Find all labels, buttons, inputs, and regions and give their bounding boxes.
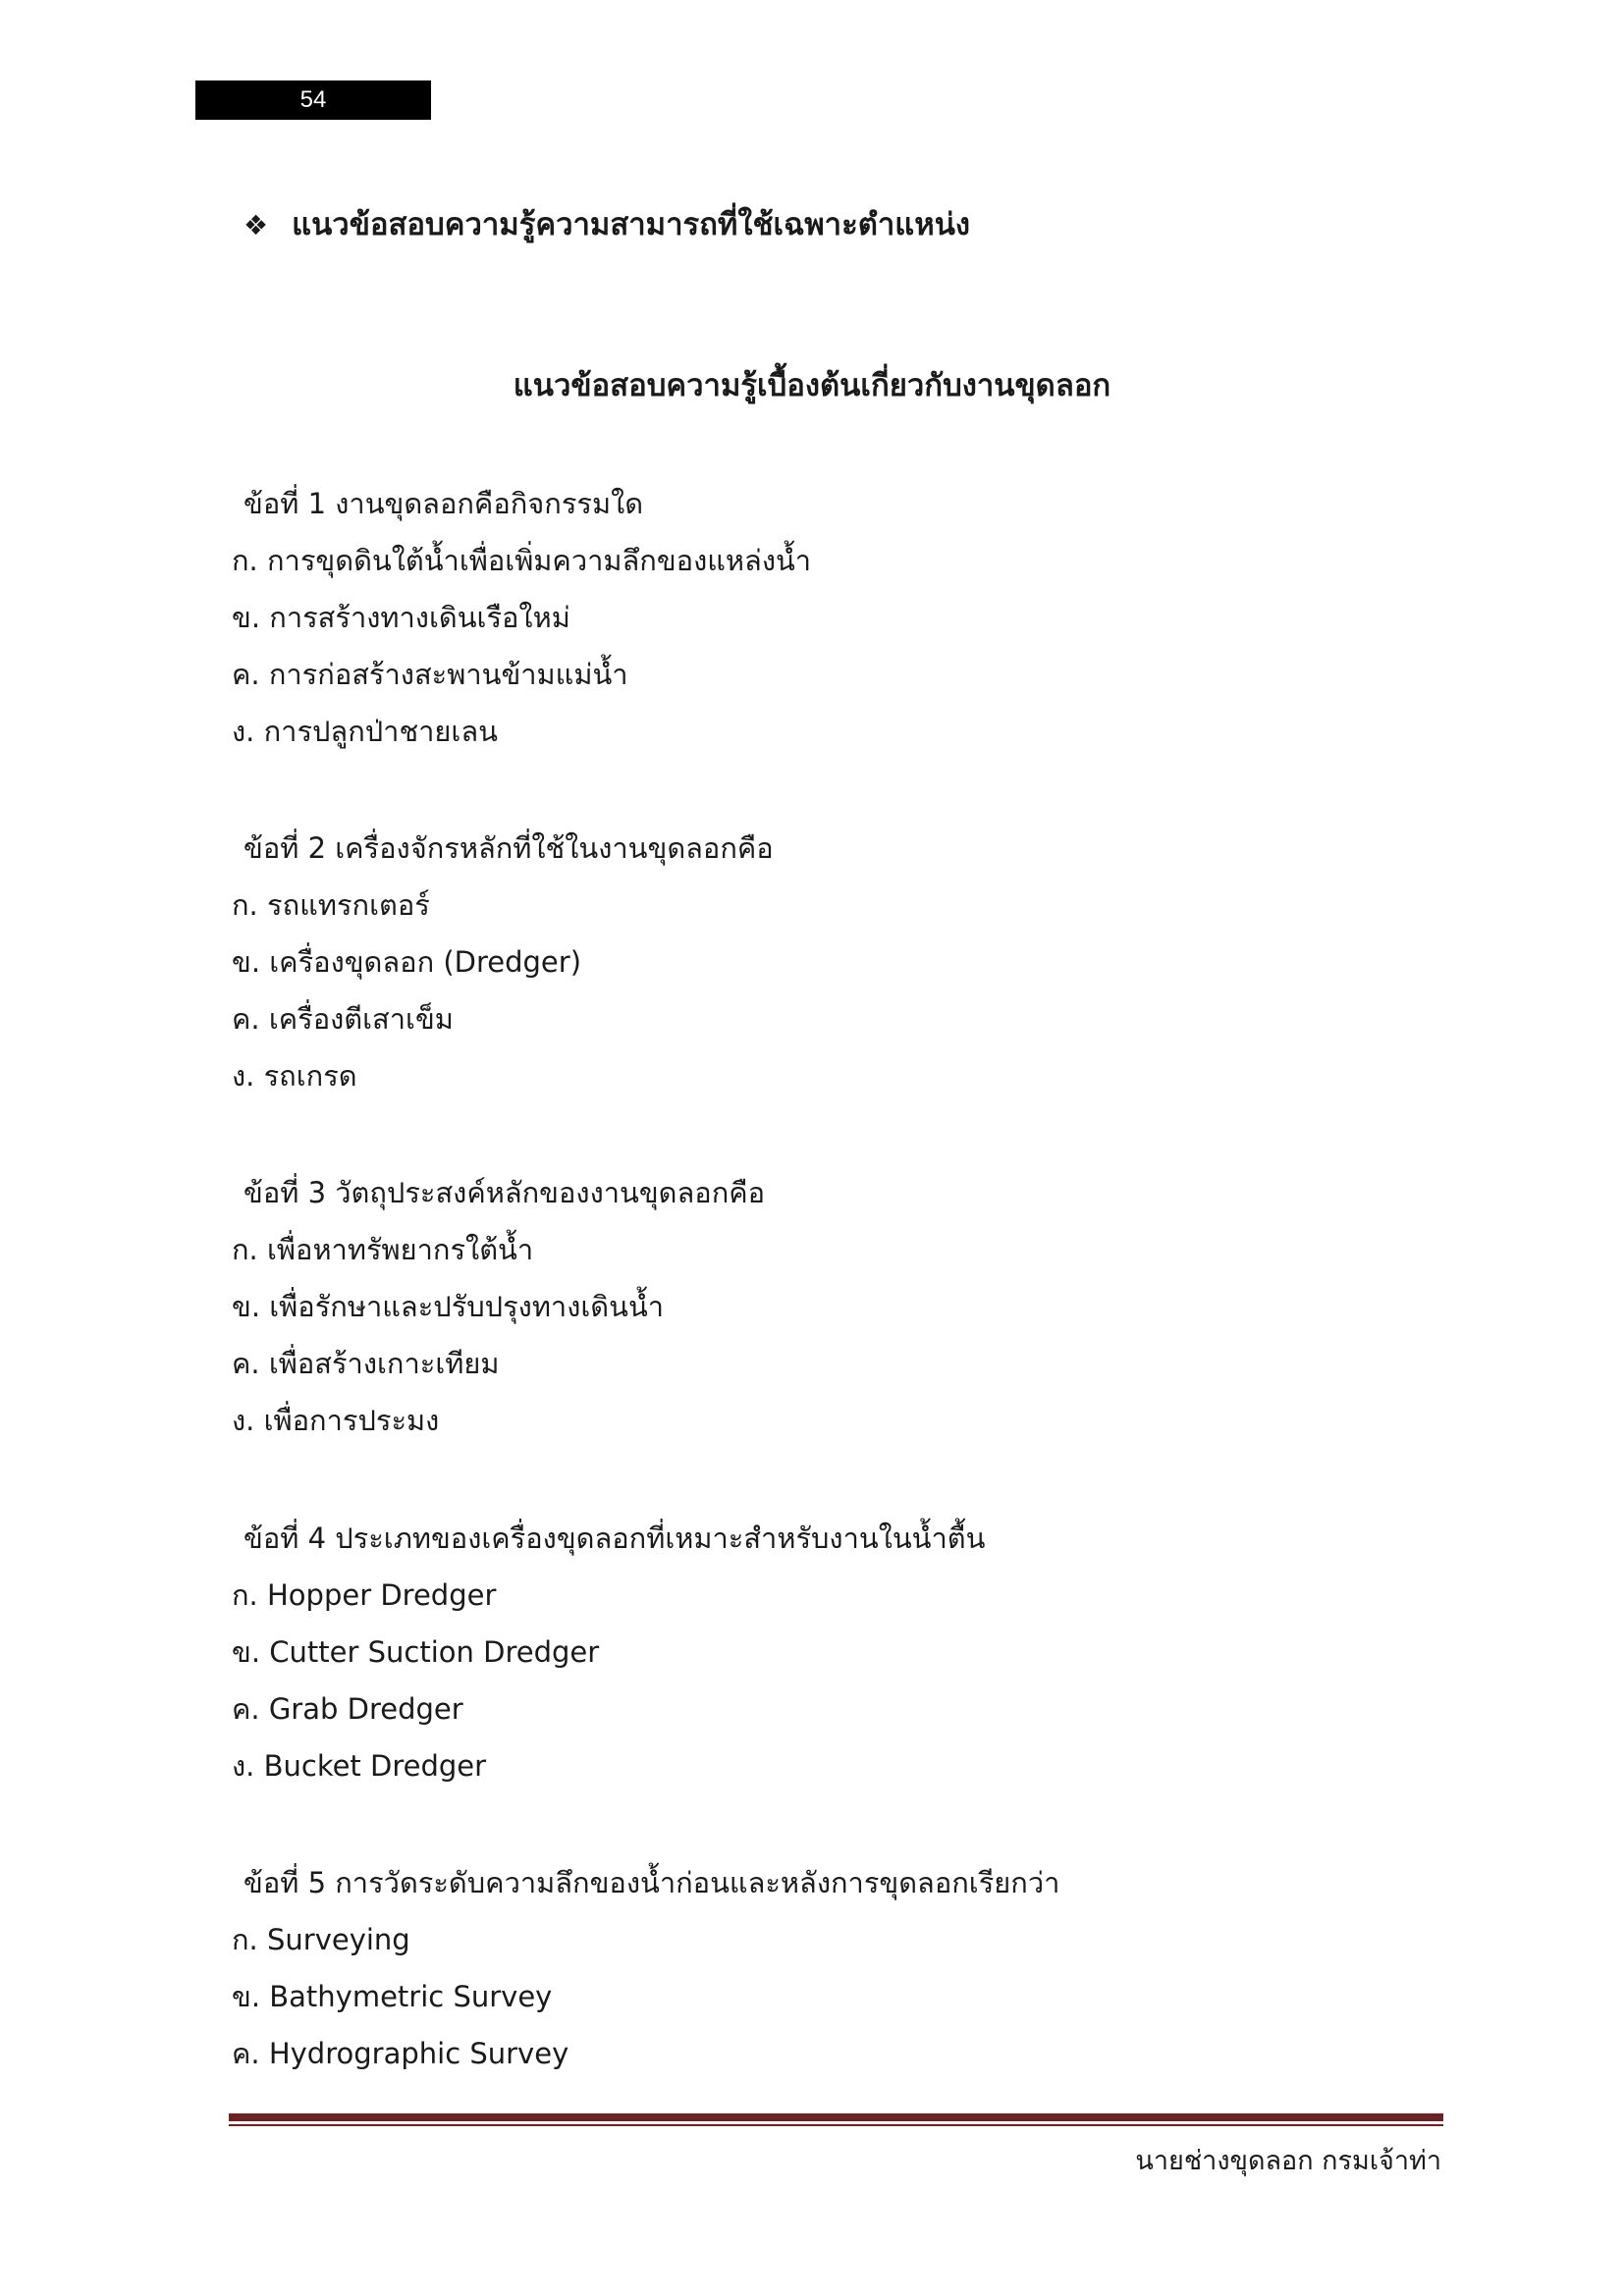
question-1-choice-b: ข. การสร้างทางเดินเรือใหม่ xyxy=(232,601,570,634)
question-3-choice-d: ง. เพื่อการประมง xyxy=(232,1404,440,1437)
question-2-choice-c: ค. เครื่องตีเสาเข็ม xyxy=(232,1002,454,1036)
question-1-choice-c: ค. การก่อสร้างสะพานข้ามแม่น้ำ xyxy=(232,658,628,691)
question-1-choice-d: ง. การปลูกป่าชายเลน xyxy=(232,715,498,748)
question-5-choice-c: ค. Hydrographic Survey xyxy=(232,2037,569,2070)
question-3-choice-c: ค. เพื่อสร้างเกาะเทียม xyxy=(232,1347,500,1380)
question-4-choice-c: ค. Grab Dredger xyxy=(232,1692,463,1726)
page-number: 54 xyxy=(195,80,431,120)
question-4-choice-d: ง. Bucket Dredger xyxy=(232,1749,487,1783)
footer-text: นายช่างขุดลอก กรมเจ้าท่า xyxy=(1135,2146,1441,2176)
question-3-text: ข้อที่ 3 วัตถุประสงค์หลักของงานขุดลอกคือ xyxy=(244,1176,766,1209)
question-5-choice-b: ข. Bathymetric Survey xyxy=(232,1980,553,2013)
question-2-choice-d: ง. รถเกรด xyxy=(232,1059,357,1093)
footer-rule xyxy=(229,2113,1443,2121)
question-3-choice-a: ก. เพื่อหาทรัพยากรใต้น้ำ xyxy=(232,1233,534,1266)
question-2-choice-a: ก. รถแทรกเตอร์ xyxy=(232,888,430,922)
question-4-text: ข้อที่ 4 ประเภทของเครื่องขุดลอกที่เหมาะสำหรับงานในน้ำตื้น xyxy=(244,1522,986,1555)
question-5-text: ข้อที่ 5 การวัดระดับความลึกของน้ำก่อนและหลังการขุดลอกเรียกว่า xyxy=(244,1866,1060,1899)
question-3-choice-b: ข. เพื่อรักษาและปรับปรุงทางเดินน้ำ xyxy=(232,1290,665,1323)
section-heading-text: แนวข้อสอบความรู้ความสามารถที่ใช้เฉพาะตำแหน่ง xyxy=(292,207,971,242)
question-2-text: ข้อที่ 2 เครื่องจักรหลักที่ใช้ในงานขุดลอกคือ xyxy=(244,831,774,865)
question-1-choice-a: ก. การขุดดินใต้น้ำเพื่อเพิ่มความลึกของแหล่งน้ำ xyxy=(232,544,812,577)
footer-rule-thin xyxy=(229,2124,1443,2126)
diamond-bullet-icon: ❖ xyxy=(244,209,269,241)
question-4-choice-b: ข. Cutter Suction Dredger xyxy=(232,1635,600,1669)
question-1-text: ข้อที่ 1 งานขุดลอกคือกิจกรรมใด xyxy=(244,487,644,520)
sub-heading: แนวข้อสอบความรู้เบื้องต้นเกี่ยวกับงานขุดลอก xyxy=(513,368,1111,403)
question-4-choice-a: ก. Hopper Dredger xyxy=(232,1578,497,1612)
question-2-choice-b: ข. เครื่องขุดลอก (Dredger) xyxy=(232,945,582,979)
question-5-choice-a: ก. Surveying xyxy=(232,1923,410,1956)
